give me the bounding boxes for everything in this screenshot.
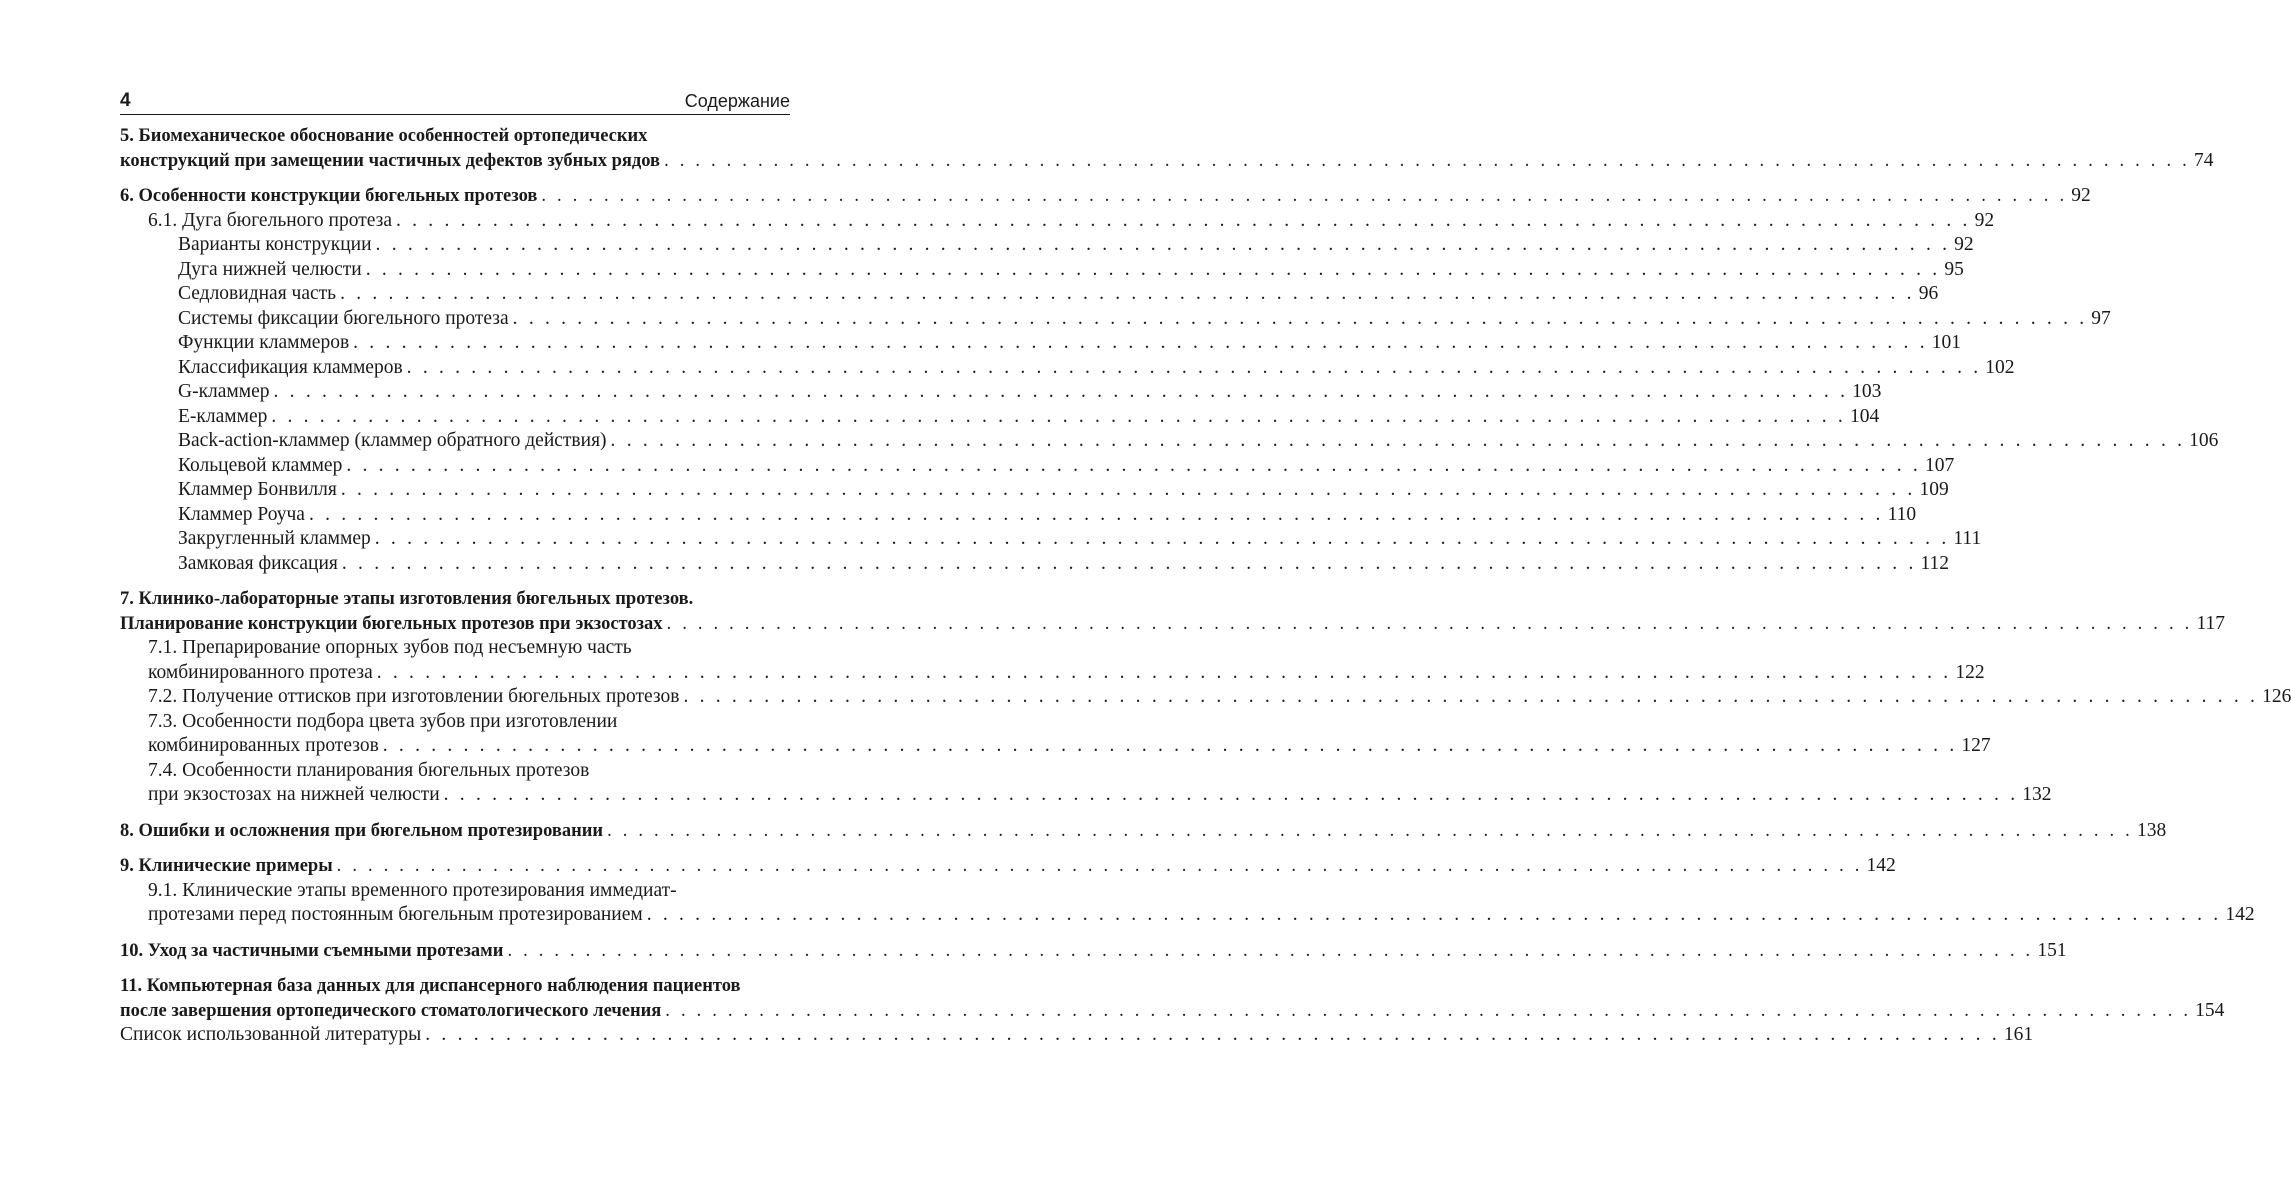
- toc-subsection[interactable]: [120, 429, 2219, 454]
- toc-subsection[interactable]: [120, 258, 1964, 283]
- toc-page-number: 154: [2195, 999, 2225, 1021]
- toc-entry-title: 7.4. Особенности планирования бюгельных протезов: [148, 759, 590, 781]
- toc-entry-title: 6.1. Дуга бюгельного протеза: [148, 209, 392, 231]
- toc-entry-title: E-кламмер: [178, 405, 268, 427]
- dot-leader: [683, 685, 2258, 710]
- toc-entry-title: Замковая фиксация: [178, 552, 338, 574]
- dot-leader: [507, 939, 2033, 964]
- toc-page-number: 74: [2193, 149, 2214, 171]
- toc-section-7-4[interactable]: [120, 759, 2052, 808]
- toc-chapter-8[interactable]: [120, 819, 2167, 844]
- toc-entry-title: Варианты конструкции: [178, 234, 372, 255]
- dot-leader: [337, 854, 1863, 879]
- toc-entry-title: G-кламмер: [178, 381, 270, 402]
- toc-entry-title: Системы фиксации бюгельного протеза: [178, 307, 509, 329]
- toc-subsection[interactable]: [120, 331, 1962, 356]
- toc-chapter-7[interactable]: [120, 587, 2225, 636]
- toc-subsection[interactable]: [120, 380, 1882, 405]
- toc-page-number: 142: [2225, 904, 2255, 925]
- toc-entry-title: протезами перед постоянным бюгельным протезированием: [148, 904, 643, 925]
- toc-page-number: 138: [2136, 819, 2167, 841]
- toc-entry-title: 9. Клинические примеры: [120, 856, 333, 876]
- dot-leader: [309, 503, 1884, 528]
- dot-leader: [513, 307, 2088, 332]
- toc-subsection[interactable]: [120, 454, 1955, 479]
- toc-entry-title: Список использованной литературы: [120, 1024, 422, 1045]
- page-number: 4: [120, 90, 131, 111]
- toc-entry-title: конструкций при замещении частичных дефектов зубных рядов: [120, 150, 661, 171]
- toc-entry-title: Кламмер Бонвилля: [178, 479, 337, 500]
- toc-page-number: 92: [1974, 209, 1995, 231]
- toc-page-number: 102: [1985, 356, 2015, 378]
- toc-page-number: 111: [1953, 528, 1982, 549]
- toc-page-number: 110: [1887, 503, 1917, 525]
- toc-entry-title: Седловидная часть: [178, 283, 337, 304]
- toc-entry-title: Классификация кламмеров: [178, 356, 403, 378]
- toc-page-number: 106: [2189, 430, 2219, 451]
- dot-leader: [444, 783, 2019, 808]
- toc-page-number: 127: [1961, 735, 1991, 756]
- dot-leader: [611, 429, 2186, 454]
- toc-page-number: 109: [1919, 479, 1949, 500]
- dot-leader: [407, 356, 1982, 381]
- toc-page-number: 151: [2037, 939, 2067, 961]
- toc-entry-title: Закругленный кламмер: [178, 528, 371, 549]
- dot-leader: [376, 233, 1951, 258]
- toc-subsection[interactable]: [120, 405, 1880, 430]
- toc-page-number: 161: [2003, 1024, 2034, 1045]
- dot-leader: [665, 999, 2191, 1024]
- dot-leader: [607, 819, 2133, 844]
- toc-entry-title: Функции кламмеров: [178, 332, 350, 353]
- dot-leader: [664, 149, 2190, 174]
- dot-leader: [342, 552, 1917, 577]
- toc-entry-title: Дуга нижней челюсти: [178, 258, 362, 280]
- dot-leader: [366, 258, 1941, 283]
- header-rule: [120, 114, 790, 115]
- dot-leader: [340, 282, 1915, 307]
- toc-chapter-10[interactable]: [120, 939, 2067, 964]
- toc-entry-title: 11. Компьютерная база данных для диспансерного наблюдения пациентов: [120, 976, 741, 996]
- toc-section-7-2[interactable]: [120, 685, 2291, 710]
- dot-leader: [425, 1023, 2000, 1048]
- toc-page-number: 92: [1954, 234, 1974, 255]
- toc-section-7-3[interactable]: [120, 710, 1991, 759]
- dot-leader: [341, 478, 1916, 503]
- toc-entry-title: 6. Особенности конструкции бюгельных протезов: [120, 186, 538, 206]
- dot-leader: [647, 903, 2222, 928]
- toc-entry-title: 9.1. Клинические этапы временного протезирования иммедиат-: [148, 879, 677, 901]
- toc-page-number: 97: [2091, 307, 2111, 329]
- toc-entry-title: 7.3. Особенности подбора цвета зубов при изготовлении: [148, 710, 618, 732]
- toc-chapter-5[interactable]: [120, 124, 2214, 173]
- table-of-contents: [120, 124, 2291, 1048]
- toc-entry-title: 7.2. Получение оттисков при изготовлении бюгельных протезов: [148, 686, 680, 707]
- dot-leader: [375, 527, 1950, 552]
- toc-subsection-list: [120, 233, 2219, 576]
- toc-subsection[interactable]: [120, 307, 2111, 332]
- toc-subsection[interactable]: [120, 503, 1917, 528]
- toc-section-7-1[interactable]: [120, 636, 1985, 685]
- toc-page-number: 95: [1944, 258, 1964, 280]
- toc-page-number: 132: [2022, 784, 2052, 805]
- toc-entry-title: Кольцевой кламмер: [178, 454, 343, 476]
- toc-entry-title: 8. Ошибки и осложнения при бюгельном протезировании: [120, 820, 604, 841]
- toc-entry-title: комбинированного протеза: [148, 661, 373, 683]
- toc-section-6-1[interactable]: [120, 209, 1995, 234]
- toc-page-number: 126: [2262, 686, 2291, 707]
- toc-entry-title: 7.1. Препарирование опорных зубов под несъемную часть: [148, 637, 632, 658]
- toc-page-number: 107: [1924, 454, 1955, 476]
- toc-page-number: 104: [1849, 405, 1880, 427]
- toc-section-9-1[interactable]: [120, 879, 2255, 928]
- page-header: [120, 86, 790, 112]
- dot-leader: [346, 454, 1921, 479]
- toc-entry-title: Back-action-кламмер (кламмер обратного действия): [178, 430, 607, 451]
- toc-page-number: 96: [1918, 283, 1939, 304]
- toc-subsection[interactable]: [120, 356, 2015, 381]
- toc-entry-title: Планирование конструкции бюгельных протезов при экзостозах: [120, 613, 663, 634]
- toc-entry-title: 10. Уход за частичными съемными протезами: [120, 940, 504, 961]
- dot-leader: [541, 184, 2067, 209]
- toc-page-number: 112: [1920, 552, 1950, 574]
- toc-page-number: 117: [2196, 612, 2225, 634]
- toc-entry-title: при экзостозах на нижней челюсти: [148, 784, 440, 805]
- toc-page-number: 142: [1866, 855, 1896, 876]
- toc-subsection[interactable]: [120, 552, 1950, 577]
- dot-leader: [667, 612, 2193, 637]
- toc-chapter-11[interactable]: [120, 974, 2225, 1023]
- toc-page-number: 101: [1931, 332, 1962, 353]
- running-head: Содержание: [684, 91, 790, 111]
- toc-chapter-9[interactable]: [120, 854, 1896, 879]
- dot-leader: [274, 380, 1849, 405]
- toc-page-number: 103: [1852, 381, 1882, 402]
- toc-subsection[interactable]: [120, 527, 1982, 552]
- toc-subsection[interactable]: [120, 282, 1939, 307]
- dot-leader: [271, 405, 1846, 430]
- dot-leader: [377, 661, 1952, 686]
- dot-leader: [396, 209, 1971, 234]
- toc-page-number: 92: [2071, 185, 2091, 206]
- toc-subsection[interactable]: [120, 478, 1949, 503]
- dot-leader: [383, 734, 1958, 759]
- toc-chapter-6[interactable]: [120, 184, 2091, 209]
- toc-entry-title: 5. Биомеханическое обоснование особенностей ортопедических: [120, 126, 648, 146]
- toc-entry-title: комбинированных протезов: [148, 735, 379, 756]
- toc-page-number: 122: [1955, 661, 1985, 683]
- toc-entry-title: Кламмер Роуча: [178, 503, 305, 525]
- toc-references[interactable]: [120, 1023, 2034, 1048]
- toc-entry-title: после завершения ортопедического стоматологического лечения: [120, 1000, 662, 1021]
- toc-entry-title: 7. Клинико-лабораторные этапы изготовления бюгельных протезов.: [120, 589, 694, 609]
- dot-leader: [353, 331, 1928, 356]
- toc-subsection[interactable]: [120, 233, 1974, 258]
